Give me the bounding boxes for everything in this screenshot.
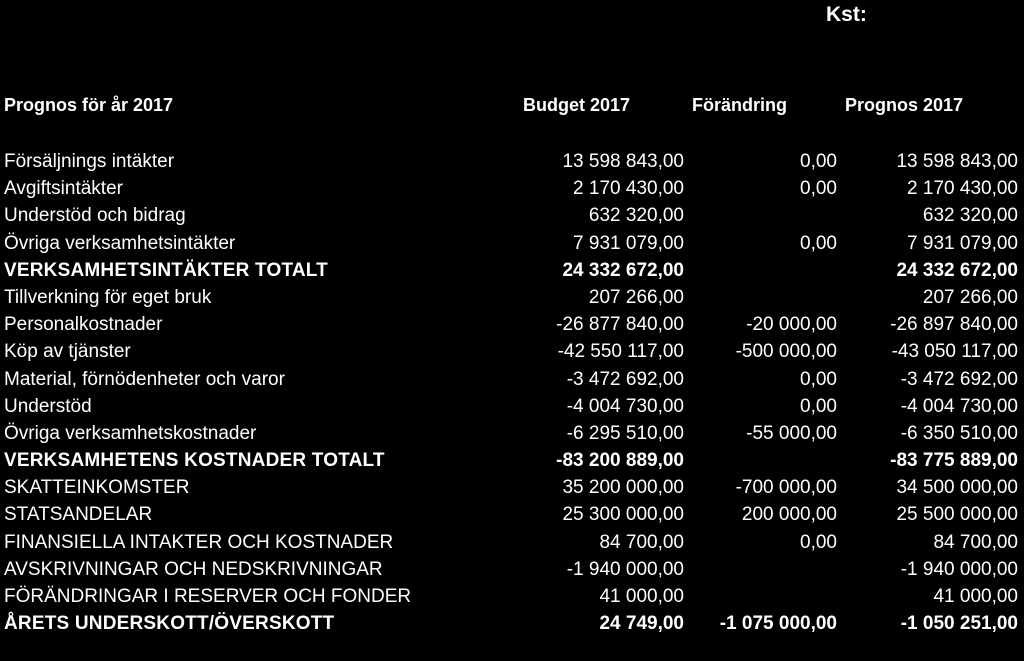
- header-budget: Budget 2017: [523, 95, 631, 115]
- row-budget: -4 004 730,00: [566, 395, 684, 417]
- row-forecast: 34 500 000,00: [896, 477, 1018, 499]
- row-label: Personalkostnader: [4, 314, 163, 336]
- forecast-table: [0, 148, 1024, 637]
- table-row: [0, 583, 1024, 610]
- row-budget: -6 295 510,00: [566, 422, 684, 444]
- row-forecast: -26 897 840,00: [890, 314, 1018, 336]
- table-row: [0, 284, 1024, 311]
- row-label: Övriga verksamhetsintäkter: [4, 232, 236, 254]
- table-row: [0, 202, 1024, 229]
- row-change: 0,00: [800, 151, 837, 172]
- row-budget: 24 749,00: [599, 613, 684, 635]
- header-change: Förändring: [692, 95, 787, 115]
- row-label: Material, förnödenheter och varor: [4, 368, 285, 390]
- row-budget: 2 170 430,00: [573, 178, 684, 200]
- table-row: [0, 338, 1024, 365]
- row-forecast: -83 775 889,00: [890, 450, 1018, 472]
- row-label: Understöd och bidrag: [4, 205, 186, 227]
- row-budget: 632 320,00: [588, 205, 684, 227]
- table-row: [0, 501, 1024, 528]
- row-label: FINANSIELLA INTAKTER OCH KOSTNADER: [4, 531, 394, 553]
- row-change: 0,00: [800, 232, 837, 254]
- row-budget: -42 550 117,00: [557, 341, 684, 363]
- row-budget: 7 931 079,00: [573, 232, 684, 254]
- row-change: -55 000,00: [746, 422, 837, 444]
- row-forecast: -1 940 000,00: [900, 558, 1018, 580]
- row-change: 0,00: [800, 178, 837, 200]
- row-forecast: -6 350 510,00: [900, 422, 1018, 444]
- row-change: 0,00: [800, 395, 837, 417]
- row-forecast: 7 931 079,00: [907, 232, 1018, 254]
- row-forecast: 13 598 843,00: [896, 151, 1018, 172]
- header-forecast: Prognos 2017: [845, 95, 964, 115]
- row-label: Understöd: [4, 395, 92, 417]
- row-budget: 41 000,00: [599, 586, 684, 607]
- row-label: Övriga verksamhetskostnader: [4, 422, 257, 444]
- row-change: -20 000,00: [746, 314, 837, 336]
- table-row: [0, 556, 1024, 583]
- row-forecast: -3 472 692,00: [900, 368, 1018, 390]
- row-change: 0,00: [800, 531, 837, 553]
- row-budget: -1 940 000,00: [566, 558, 684, 580]
- header-label: Prognos för år 2017: [4, 95, 174, 115]
- row-forecast: -1 050 251,00: [900, 613, 1018, 635]
- row-change: -700 000,00: [735, 477, 837, 499]
- table-row: [0, 474, 1024, 501]
- row-budget: 84 700,00: [599, 531, 684, 553]
- table-row: [0, 366, 1024, 393]
- table-row: [0, 420, 1024, 447]
- row-forecast: -4 004 730,00: [900, 395, 1018, 417]
- table-row: [0, 393, 1024, 420]
- table-row: [0, 529, 1024, 556]
- row-label: VERKSAMHETSINTÄKTER TOTALT: [4, 259, 328, 281]
- row-label: Tillverkning för eget bruk: [4, 286, 212, 308]
- row-label: FÖRÄNDRINGAR I RESERVER OCH FONDER: [4, 586, 412, 607]
- row-change: 0,00: [800, 368, 837, 390]
- row-budget: 207 266,00: [588, 286, 684, 308]
- row-budget: 25 300 000,00: [562, 504, 684, 526]
- table-row: [0, 175, 1024, 202]
- row-change: -1 075 000,00: [719, 613, 837, 635]
- row-budget: 35 200 000,00: [562, 477, 684, 499]
- row-label: STATSANDELAR: [4, 504, 153, 526]
- row-forecast: -43 050 117,00: [891, 341, 1018, 363]
- table-row-total: [0, 447, 1024, 474]
- row-label: Försäljnings intäkter: [4, 151, 175, 172]
- row-forecast: 41 000,00: [933, 586, 1018, 607]
- row-forecast: 24 332 672,00: [896, 259, 1018, 281]
- table-row: [0, 148, 1024, 175]
- row-forecast: 632 320,00: [922, 205, 1018, 227]
- row-change: 200 000,00: [741, 504, 837, 526]
- row-label: VERKSAMHETENS KOSTNADER TOTALT: [4, 450, 385, 472]
- row-budget: 24 332 672,00: [562, 259, 684, 281]
- table-row: [0, 230, 1024, 257]
- row-forecast: 2 170 430,00: [907, 178, 1018, 200]
- table-header: [0, 95, 1024, 121]
- row-forecast: 25 500 000,00: [896, 504, 1018, 526]
- row-budget: 13 598 843,00: [562, 151, 684, 172]
- row-label: SKATTEINKOMSTER: [4, 477, 190, 499]
- row-budget: -3 472 692,00: [566, 368, 684, 390]
- table-row-total: [0, 257, 1024, 284]
- table-row: [0, 311, 1024, 338]
- row-change: -500 000,00: [735, 341, 837, 363]
- row-label: ÅRETS UNDERSKOTT/ÖVERSKOTT: [4, 613, 335, 635]
- row-label: Köp av tjänster: [4, 341, 131, 363]
- row-forecast: 207 266,00: [922, 286, 1018, 308]
- row-label: AVSKRIVNINGAR OCH NEDSKRIVNINGAR: [4, 558, 383, 580]
- row-label: Avgiftsintäkter: [4, 178, 123, 200]
- table-row-result: [0, 610, 1024, 637]
- row-forecast: 84 700,00: [933, 531, 1018, 553]
- row-budget: -26 877 840,00: [556, 314, 684, 336]
- row-budget: -83 200 889,00: [556, 450, 684, 472]
- kst-label: Kst:: [826, 3, 867, 26]
